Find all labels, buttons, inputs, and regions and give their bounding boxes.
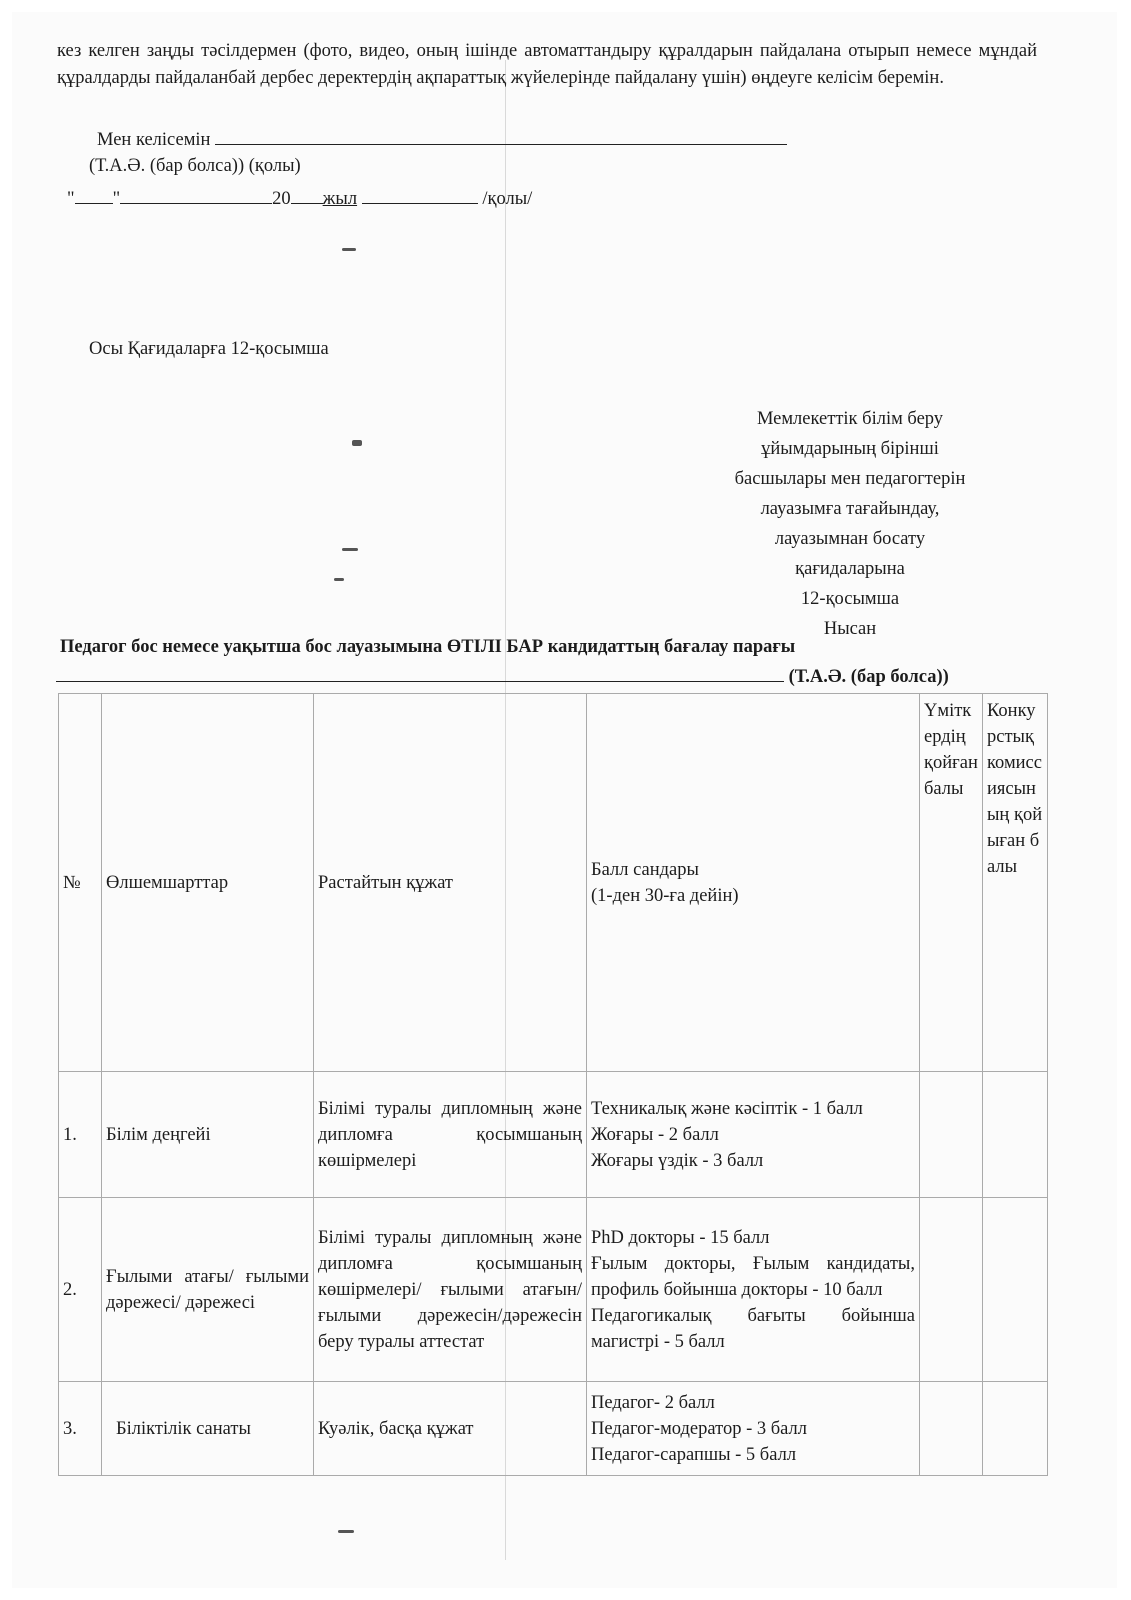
consent-label: Мен келісемін (97, 130, 211, 150)
annex-note: Осы Қағидаларға 12-қосымша (89, 339, 329, 359)
header-points-line: Балл сандары (591, 859, 699, 880)
points-item: Жоғары - 2 балл (591, 1124, 719, 1145)
header-points (587, 694, 920, 1072)
row-candidate-score (920, 1198, 983, 1382)
points-item: Ғылым докторы, Ғылым кандидаты, профиль бойынша докторы - 10 балл (591, 1253, 915, 1300)
row-num: 2. (59, 1198, 102, 1382)
date-quote-close: " (112, 189, 121, 209)
scan-speck (342, 248, 356, 251)
row-points (587, 1198, 920, 1382)
candidate-name-blank (56, 665, 784, 682)
annex-header-line: басшылары мен педагогтерін (734, 469, 966, 489)
date-signature-blank (362, 187, 478, 204)
row-num: 3. (59, 1382, 102, 1476)
row-criteria: Біліктілік санаты (102, 1382, 314, 1476)
header-criteria: Өлшемшарттар (102, 694, 314, 1072)
year-word: жыл (322, 189, 358, 209)
annex-header-line: лауазымға тағайындау, (760, 499, 940, 519)
annex-header-line: Нысан (823, 619, 877, 639)
row-commission-score (983, 1382, 1048, 1476)
table-row (59, 1198, 1048, 1382)
points-item: PhD докторы - 15 балл (591, 1227, 770, 1248)
points-item: Техникалық және кәсіптік - 1 балл (591, 1098, 863, 1119)
header-document: Растайтын құжат (314, 694, 587, 1072)
header-num: № (59, 694, 102, 1072)
annex-header-line: лауазымнан босату (774, 529, 926, 549)
scan-speck (342, 548, 358, 551)
points-item: Педагог-модератор - 3 балл (591, 1418, 807, 1439)
scan-speck (352, 440, 362, 446)
month-blank (120, 187, 272, 204)
scan-speck (334, 578, 344, 581)
table-row (59, 1072, 1048, 1198)
header-points-line: (1-ден 30-ға дейін) (591, 885, 739, 906)
annex-header-block (700, 404, 1000, 644)
row-document: Білімі туралы дипломның және дипломға қосымшаның көшірмелері (314, 1072, 587, 1198)
year-blank (291, 187, 323, 204)
row-num: 1. (59, 1072, 102, 1198)
row-document: Білімі туралы дипломның және дипломға қосымшаның көшірмелері/ ғылыми атағын/ ғылыми дәрежесін/дәрежесін беру туралы аттестат (314, 1198, 587, 1382)
row-candidate-score (920, 1072, 983, 1198)
header-candidate-score: Үміткердің қойған балы (920, 694, 983, 1072)
consent-paragraph: кез келген заңды тәсілдермен (фото, видео, оның ішінде автоматтандыру құралдарын пайдалана отырып немесе мұндай құралдарды пайдаланбай дербес деректердің ақпараттық жүйелерінде пайдалану үшін) өңдеуге келісім беремін. (57, 41, 1037, 88)
table-header-row (59, 694, 1048, 1072)
points-item: Педагогикалық бағыты бойынша магистрі - 5 балл (591, 1305, 915, 1352)
row-points (587, 1382, 920, 1476)
annex-header-line: 12-қосымша (800, 589, 900, 609)
points-item: Педагог-сарапшы - 5 балл (591, 1444, 797, 1465)
header-commission-score: Конкурстық комиссиясының қойыған балы (983, 694, 1048, 1072)
annex-header-line: Мемлекеттік білім беру (756, 409, 944, 429)
points-item: Жоғары үздік - 3 балл (591, 1150, 764, 1171)
row-candidate-score (920, 1382, 983, 1476)
annex-header-line: қағидаларына (795, 559, 905, 579)
date-line (67, 187, 532, 210)
document-title: Педагог бос немесе уақытша бос лауазымына ӨТІЛІ БАР кандидаттың бағалау парағы (60, 637, 796, 657)
day-blank (75, 187, 113, 204)
date-signature-caption: /қолы/ (482, 189, 533, 209)
row-criteria: Ғылыми атағы/ ғылыми дәрежесі/ дәрежесі (102, 1198, 314, 1382)
scan-speck (338, 1530, 354, 1533)
table-row (59, 1382, 1048, 1476)
consent-line (97, 128, 787, 151)
row-document: Куәлік, басқа құжат (314, 1382, 587, 1476)
row-commission-score (983, 1072, 1048, 1198)
evaluation-table (58, 693, 1048, 1476)
year-prefix: 20 (272, 189, 291, 209)
consent-signature-blank (215, 128, 787, 145)
row-points (587, 1072, 920, 1198)
date-quote-open: " (67, 189, 75, 209)
points-item: Педагог- 2 балл (591, 1392, 715, 1413)
annex-header-line: ұйымдарының бірінші (761, 439, 939, 459)
row-commission-score (983, 1198, 1048, 1382)
candidate-name-line (56, 665, 949, 688)
row-criteria: Білім деңгейі (102, 1072, 314, 1198)
candidate-name-caption: (Т.А.Ә. (бар болса)) (788, 667, 949, 687)
fio-signature-caption: (Т.А.Ә. (бар болса)) (қолы) (89, 156, 301, 176)
